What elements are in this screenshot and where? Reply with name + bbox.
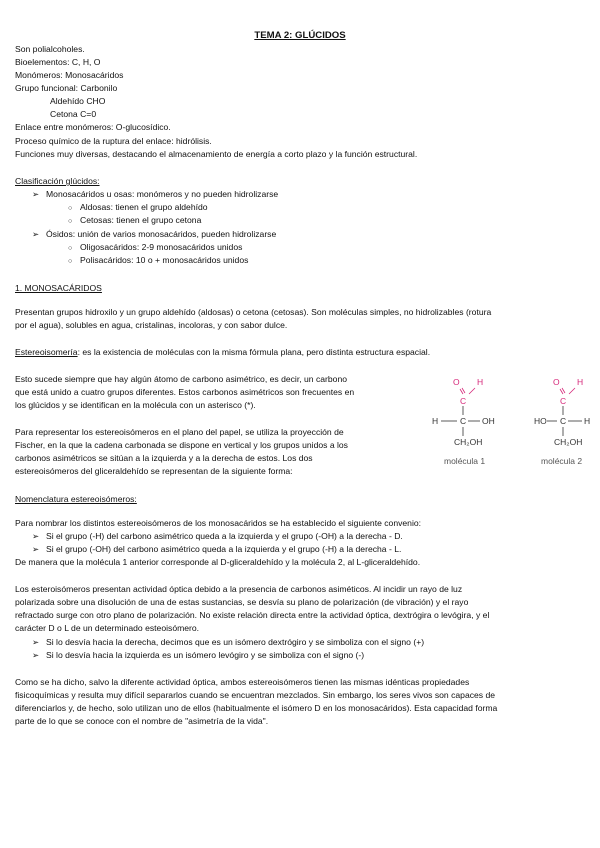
intro-line: Monómeros: Monosacáridos — [15, 70, 124, 80]
paragraph-line: Para nombrar los distintos estereoisómeros de los monosacáridos se ha establecido el siguiente convenio: — [15, 518, 422, 528]
molecule-1-label: molécula 1 — [444, 456, 486, 466]
paragraph-line: parte de lo que se conoce con el nombre de "asimetría de la vida". — [15, 716, 269, 726]
classification-heading: Clasificación glúcidos: — [15, 176, 100, 186]
paragraph-line: carácter D o L de un determinado esteoisómero. — [15, 623, 200, 633]
oxygen-atom: O — [453, 377, 460, 387]
hydrogen-atom: H — [584, 416, 591, 426]
paragraph-line: polarizada sobre una disolución de una de estas sustancias, se desvía su plano de polarización (de vibración) y el rayo — [15, 597, 469, 607]
paragraph-line: Presentan grupos hidroxilo y un grupo aldehído (aldosas) o cetona (cetosas). Son moléculas simples, no hidrolizables (rotura — [15, 307, 492, 317]
list-item: ➢ Monosacáridos u osas: monómeros y no pueden hidrolizarse — [32, 189, 279, 199]
paragraph-line: estereoisómeros del gliceraldehído se representan de la siguiente forma: — [15, 466, 293, 476]
list-item: ○ Aldosas: tienen el grupo aldehído — [68, 202, 208, 212]
list-item: ➢ Si el grupo (-OH) del carbono asimétrico queda a la izquierda y el grupo (-H) a la derecha - L. — [32, 544, 402, 554]
section-heading: 1. MONOSACÁRIDOS — [15, 283, 102, 293]
paragraph-line: Esto sucede siempre que hay algún átomo de carbono asimétrico, es decir, un carbono — [15, 374, 348, 384]
intro-line: Grupo funcional: Carbonilo — [15, 83, 118, 93]
circle-bullet-icon: ○ — [68, 245, 73, 252]
circle-bullet-icon: ○ — [68, 205, 73, 212]
hydrogen-atom: H — [577, 377, 584, 387]
circle-bullet-icon: ○ — [68, 218, 73, 225]
arrow-bullet-icon: ➢ — [32, 189, 40, 199]
fischer-projections-figure — [430, 372, 595, 472]
paragraph-line: que está unido a cuatro grupos diferentes. Estos carbonos asimétricos son frecuentes en — [15, 387, 355, 397]
arrow-bullet-icon: ➢ — [32, 637, 40, 647]
intro-line: Bioelementos: C, H, O — [15, 57, 101, 67]
hydrogen-atom: H — [477, 377, 484, 387]
nomenclature-heading: Nomenclatura estereoisómeros: — [15, 494, 137, 504]
list-item: ➢ Si lo desvía hacia la izquierda es un isómero levógiro y se simboliza con el signo (-) — [32, 650, 365, 660]
list-item: ➢ Si el grupo (-H) del carbono asimétrico queda a la izquierda y el grupo (-OH) a la derecha - D. — [32, 531, 403, 541]
stereoisomeria-definition: Estereoisomería: es la existencia de moléculas con la misma fórmula plana, pero distinta estructura espacial. — [15, 347, 431, 357]
intro-line: Aldehído CHO — [50, 96, 106, 106]
paragraph-line: carbonos asimétricos se sitúan a la izquierda y a la derecha de estos. Los dos — [15, 453, 313, 463]
hydroxyl-group: HO — [534, 416, 547, 426]
list-item: ○ Cetosas: tienen el grupo cetona — [68, 215, 202, 225]
molecule-2-structure — [534, 377, 590, 466]
paragraph-line: por el agua), solubles en agua, cristalinas, incoloras, y con sabor dulce. — [15, 320, 288, 330]
paragraph-line: Para representar los estereoisómeros en el plano del papel, se utiliza la proyección de — [15, 427, 344, 437]
arrow-bullet-icon: ➢ — [32, 531, 40, 541]
intro-line: Funciones muy diversas, destacando el almacenamiento de energía a corto plazo y la función estructural. — [15, 149, 418, 159]
paragraph-line: Fischer, en la que la cadena carbonada se dispone en vertical y los grupos unidos a los — [15, 440, 348, 450]
list-item: ○ Oligosacáridos: 2-9 monosacáridos unidos — [68, 242, 243, 252]
carbon-atom: C — [460, 416, 467, 426]
oxygen-atom: O — [553, 377, 560, 387]
intro-line: Son polialcoholes. — [15, 44, 85, 54]
paragraph-line: Los esteroisómeros presentan actividad óptica debido a la presencia de carbonos asiméticos. Al incidir un rayo de luz — [15, 584, 463, 594]
intro-line: Proceso químico de la ruptura del enlace: hidrólisis. — [15, 136, 212, 146]
circle-bullet-icon: ○ — [68, 258, 73, 265]
ch2oh-group: CH₂OH — [454, 437, 483, 447]
carbon-atom: C — [560, 416, 567, 426]
paragraph-line: los glúcidos y se identifican en la molécula con un asterisco (*). — [15, 400, 256, 410]
intro-line: Cetona C=0 — [50, 109, 97, 119]
carbon-atom: C — [560, 396, 567, 406]
intro-line: Enlace entre monómeros: O-glucosídico. — [15, 122, 171, 132]
document-title: TEMA 2: GLÚCIDOS — [254, 30, 346, 41]
ch2oh-group: CH₂OH — [554, 437, 583, 447]
molecule-1-structure — [432, 377, 495, 466]
molecule-2-label: molécula 2 — [541, 456, 583, 466]
paragraph-line: diferenciarlos y, de hecho, solo utilizan uno de ellos (habitualmente el isómero D en los monosacáridos). Esta capacidad forma — [15, 703, 498, 713]
list-item: ➢ Si lo desvía hacia la derecha, decimos que es un isómero dextrógiro y se simboliza con el signo (+) — [32, 637, 425, 647]
hydrogen-atom: H — [432, 416, 439, 426]
arrow-bullet-icon: ➢ — [32, 544, 40, 554]
paragraph-line: refractado surge con otro plano de polarización. No existe relación directa entre la actividad óptica, dextrógira o levógira, y el — [15, 610, 490, 620]
stereoisomeria-term: Estereoisomería — [15, 347, 78, 357]
paragraph-line: De manera que la molécula 1 anterior corresponde al D-gliceraldehído y la molécula 2, al L-gliceraldehído. — [15, 557, 421, 567]
hydroxyl-group: OH — [482, 416, 495, 426]
list-item: ➢ Ósidos: unión de varios monosacáridos, pueden hidrolizarse — [32, 229, 277, 239]
paragraph-line: Como se ha dicho, salvo la diferente actividad óptica, ambos estereoisómeros tienen las mismas idénticas propiedades — [15, 677, 470, 687]
arrow-bullet-icon: ➢ — [32, 229, 40, 239]
arrow-bullet-icon: ➢ — [32, 650, 40, 660]
paragraph-line: fisicoquímicas y resulta muy difícil separarlos cuando se encuentran mezclados. Sin embargo, los seres vivos son capaces de — [15, 690, 496, 700]
carbon-atom: C — [460, 396, 467, 406]
list-item: ○ Polisacáridos: 10 o + monosacáridos unidos — [68, 255, 249, 265]
